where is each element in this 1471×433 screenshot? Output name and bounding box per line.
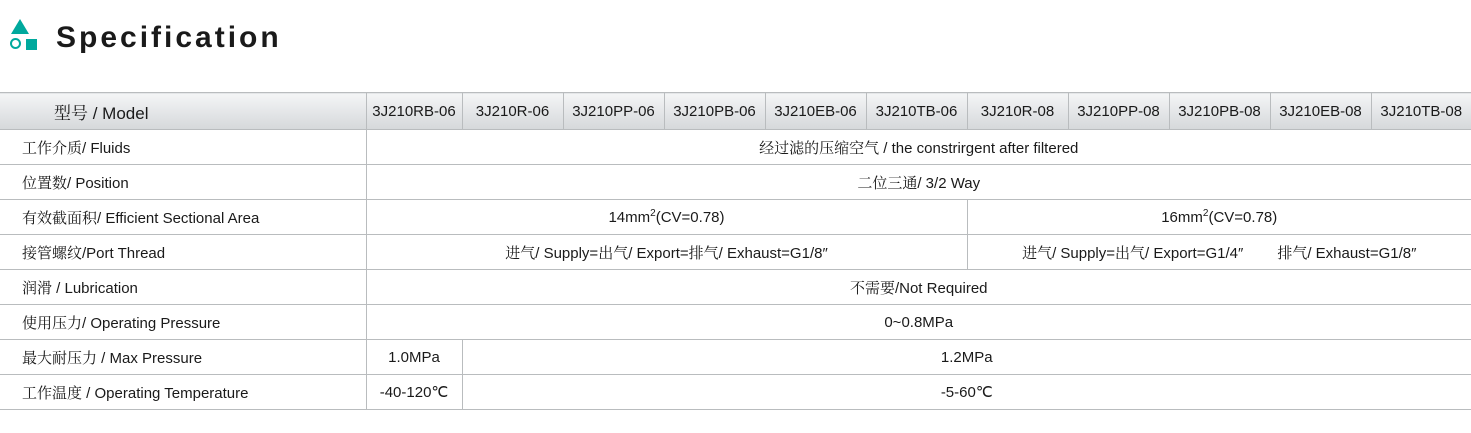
row-value: 进气/ Supply=出气/ Export=G1/4″ 排气/ Exhaust=G1/8″ <box>967 235 1471 270</box>
table-row <box>0 270 1471 305</box>
table-row <box>0 235 1471 270</box>
row-value: 二位三通/ 3/2 Way <box>366 165 1471 200</box>
row-value: -5-60℃ <box>462 375 1471 410</box>
model-header-cell: 3J210PB-08 <box>1169 93 1270 130</box>
square-shape <box>26 39 37 50</box>
model-header-cell: 3J210TB-06 <box>866 93 967 130</box>
row-value: $14mm^2(CV=0.78)$ <box>366 200 967 235</box>
specification-table-wrapper <box>0 92 1471 410</box>
row-label: 使用压力/ Operating Pressure <box>0 305 366 340</box>
row-value: -40-120℃ <box>366 375 462 410</box>
row-label: 位置数/ Position <box>0 165 366 200</box>
model-header-cell: 3J210EB-08 <box>1270 93 1371 130</box>
table-row <box>0 200 1471 235</box>
triangle-shape <box>11 19 29 34</box>
row-value: $16mm^2(CV=0.78)$ <box>967 200 1471 235</box>
model-header-cell: 3J210EB-06 <box>765 93 866 130</box>
model-header-label: 型号 / Model <box>0 93 366 130</box>
page-header <box>0 0 1471 62</box>
table-row <box>0 305 1471 340</box>
model-header-cell: 3J210RB-06 <box>366 93 462 130</box>
row-label: 最大耐压力 / Max Pressure <box>0 340 366 375</box>
row-label: 工作介质/ Fluids <box>0 130 366 165</box>
table-row <box>0 375 1471 410</box>
row-label: 工作温度 / Operating Temperature <box>0 375 366 410</box>
model-header-cell: 3J210R-08 <box>967 93 1068 130</box>
row-value: 0~0.8MPa <box>366 305 1471 340</box>
row-label: 接管螺纹/Port Thread <box>0 235 366 270</box>
row-value: 1.2MPa <box>462 340 1471 375</box>
row-value: 1.0MPa <box>366 340 462 375</box>
model-header-cell: 3J210R-06 <box>462 93 563 130</box>
triangle-circle-square-logo-icon <box>8 19 42 57</box>
row-value: 进气/ Supply=出气/ Export=排气/ Exhaust=G1/8″ <box>366 235 967 270</box>
model-header-cell: 3J210PP-06 <box>563 93 664 130</box>
table-header-row <box>0 93 1471 130</box>
row-label: 有效截面积/ Efficient Sectional Area <box>0 200 366 235</box>
row-label: 润滑 / Lubrication <box>0 270 366 305</box>
circle-shape <box>10 38 21 49</box>
model-header-cell: 3J210TB-08 <box>1371 93 1471 130</box>
table-row <box>0 165 1471 200</box>
specification-table <box>0 92 1471 410</box>
model-header-cell: 3J210PB-06 <box>664 93 765 130</box>
table-row <box>0 340 1471 375</box>
page-title: Specification <box>56 21 282 54</box>
table-row <box>0 130 1471 165</box>
row-value: 不需要/Not Required <box>366 270 1471 305</box>
row-value: 经过滤的压缩空气 / the constrirgent after filtered <box>366 130 1471 165</box>
model-header-cell: 3J210PP-08 <box>1068 93 1169 130</box>
